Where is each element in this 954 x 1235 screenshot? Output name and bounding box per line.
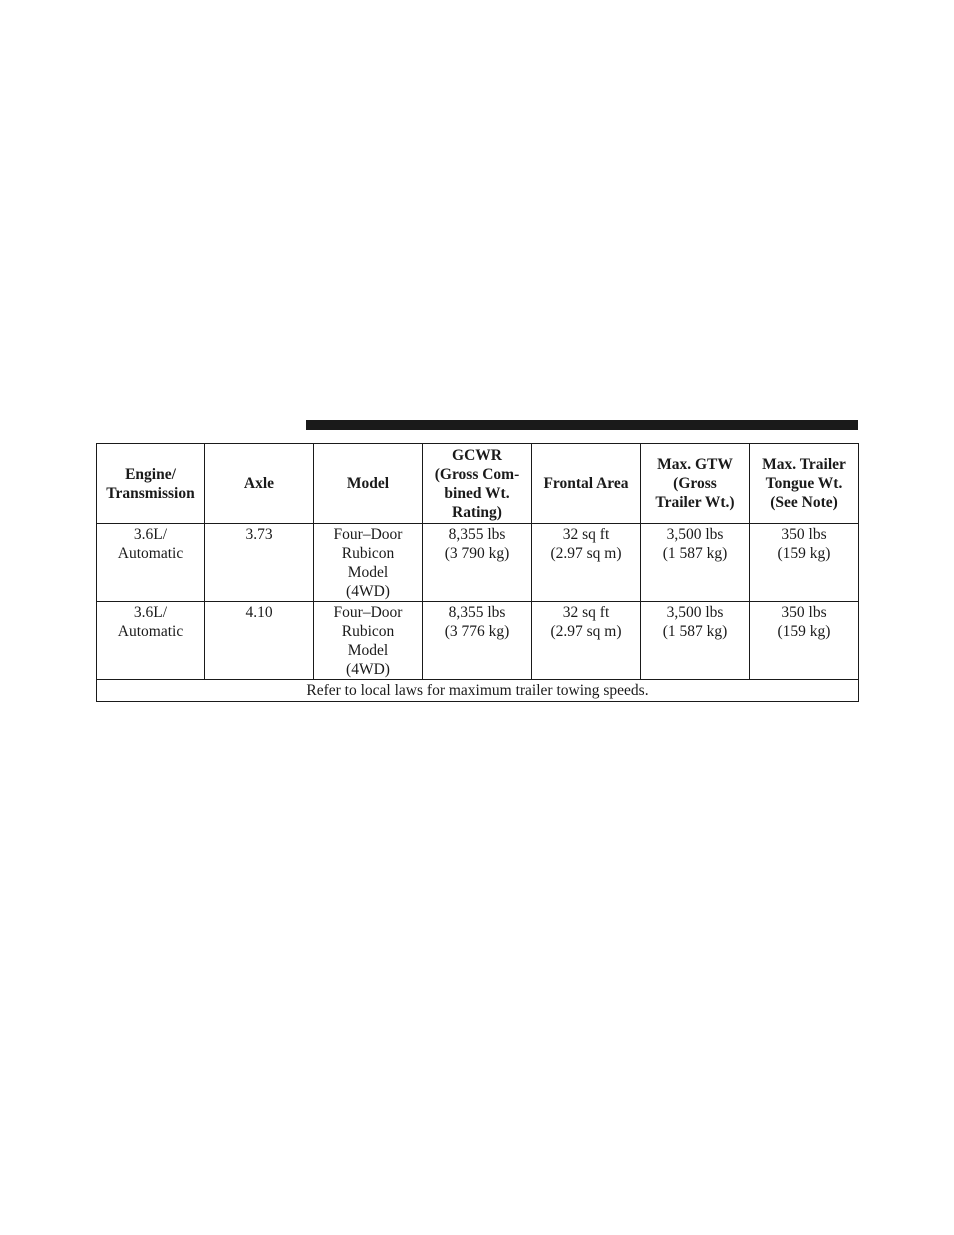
header-max-gtw: Max. GTW (Gross Trailer Wt.) xyxy=(641,444,750,524)
header-axle: Axle xyxy=(205,444,314,524)
header-engine-transmission: Engine/ Transmission xyxy=(97,444,205,524)
towing-table xyxy=(96,443,859,702)
header-frontal-area: Frontal Area xyxy=(532,444,641,524)
cell-axle: 3.73 xyxy=(205,524,314,602)
cell-model: Four–Door Rubicon Model (4WD) xyxy=(314,524,423,602)
cell-gcwr: 8,355 lbs (3 776 kg) xyxy=(423,602,532,680)
cell-engine-transmission: 3.6L/ Automatic xyxy=(97,524,205,602)
table-row xyxy=(97,602,859,680)
cell-max-gtw: 3,500 lbs (1 587 kg) xyxy=(641,524,750,602)
cell-engine-transmission: 3.6L/ Automatic xyxy=(97,602,205,680)
table-footnote: Refer to local laws for maximum trailer towing speeds. xyxy=(97,680,859,702)
header-max-tongue-wt: Max. Trailer Tongue Wt. (See Note) xyxy=(750,444,859,524)
cell-max-tongue-wt: 350 lbs (159 kg) xyxy=(750,602,859,680)
header-gcwr: GCWR (Gross Com- bined Wt. Rating) xyxy=(423,444,532,524)
cell-gcwr: 8,355 lbs (3 790 kg) xyxy=(423,524,532,602)
cell-frontal-area: 32 sq ft (2.97 sq m) xyxy=(532,524,641,602)
cell-max-gtw: 3,500 lbs (1 587 kg) xyxy=(641,602,750,680)
table-row xyxy=(97,524,859,602)
cell-model: Four–Door Rubicon Model (4WD) xyxy=(314,602,423,680)
header-row xyxy=(97,444,859,524)
cell-frontal-area: 32 sq ft (2.97 sq m) xyxy=(532,602,641,680)
cell-axle: 4.10 xyxy=(205,602,314,680)
header-model: Model xyxy=(314,444,423,524)
cell-max-tongue-wt: 350 lbs (159 kg) xyxy=(750,524,859,602)
footnote-row xyxy=(97,680,859,702)
header-rule xyxy=(306,420,858,430)
